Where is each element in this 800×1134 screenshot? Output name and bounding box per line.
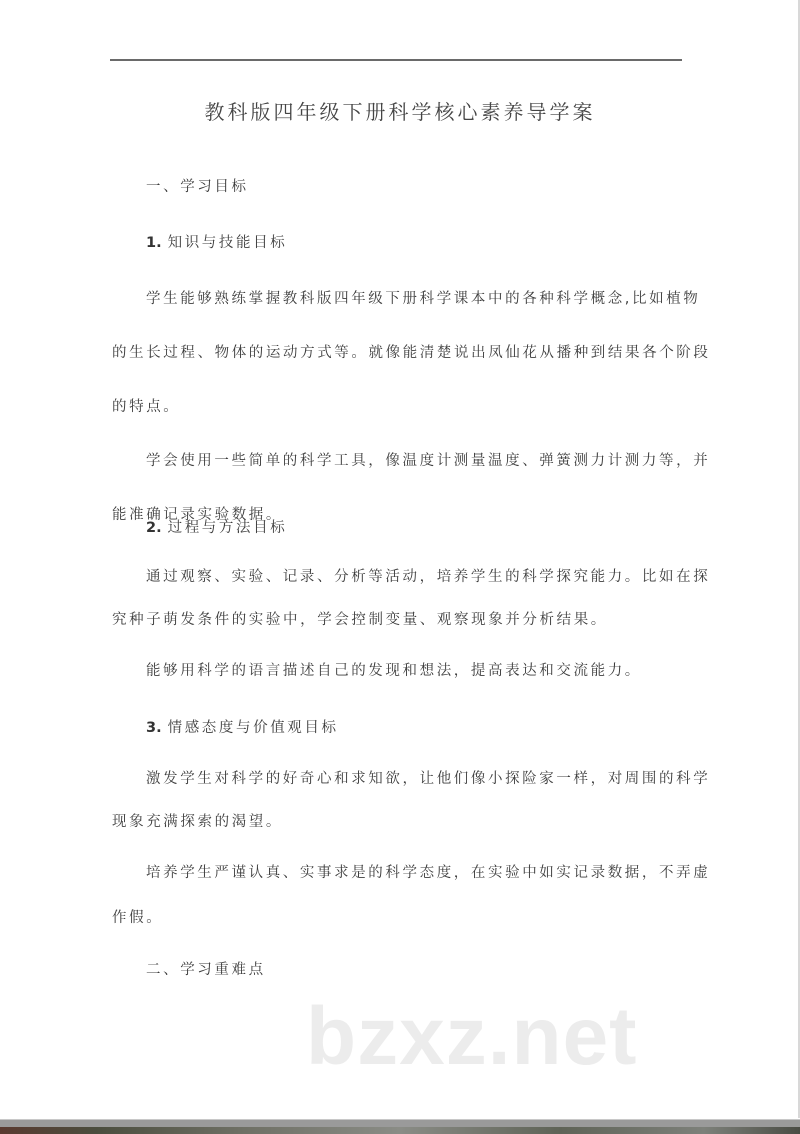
subheading-attitudes-values [146,716,339,737]
header-rule [110,59,682,61]
paragraph-line: 学会使用一些简单的科学工具，像温度计测量温度、弹簧测力计测力等，并 [146,453,711,469]
paragraph-line: 的生长过程、物体的运动方式等。就像能清楚说出凤仙花从播种到结果各个阶段 [112,345,711,361]
subheading-number: 1. [146,235,162,251]
paragraph-line: 能准确记录实验数据。 [112,507,283,523]
subheading-number: 3. [146,720,162,736]
paragraph-line: 激发学生对科学的好奇心和求知欲，让他们像小探险家一样，对周围的科学 [146,771,711,787]
paragraph-line: 能够用科学的语言描述自己的发现和想法，提高表达和交流能力。 [146,663,642,679]
watermark-text: bzxz.net [306,991,638,1082]
document-title: 教科版四年级下册科学核心素养导学案 [204,100,596,124]
desktop-background-strip [0,1127,800,1134]
paragraph-line: 通过观察、实验、记录、分析等活动，培养学生的科学探究能力。比如在探 [146,569,711,585]
paragraph-line: 究种子萌发条件的实验中，学会控制变量、观察现象并分析结果。 [112,612,608,628]
paragraph-line: 的特点。 [112,399,181,415]
subheading-text: 知识与技能目标 [167,235,288,251]
subheading-process-methods [146,516,287,537]
paragraph-line: 作假。 [112,910,164,926]
paragraph-line: 学生能够熟练掌握教科版四年级下册科学课本中的各种科学概念,比如植物 [146,291,701,307]
paragraph-line: 培养学生严谨认真、实事求是的科学态度，在实验中如实记录数据，不弄虚 [146,865,711,881]
subheading-number: 2. [146,520,162,536]
section-heading-learning-goals: 一、学习目标 [146,179,249,195]
subheading-text: 过程与方法目标 [167,520,288,536]
subheading-text: 情感态度与价值观目标 [167,720,339,736]
subheading-knowledge-skills [146,231,287,252]
paragraph-line: 现象充满探索的渴望。 [112,814,283,830]
section-heading-key-difficulties: 二、学习重难点 [146,962,266,978]
